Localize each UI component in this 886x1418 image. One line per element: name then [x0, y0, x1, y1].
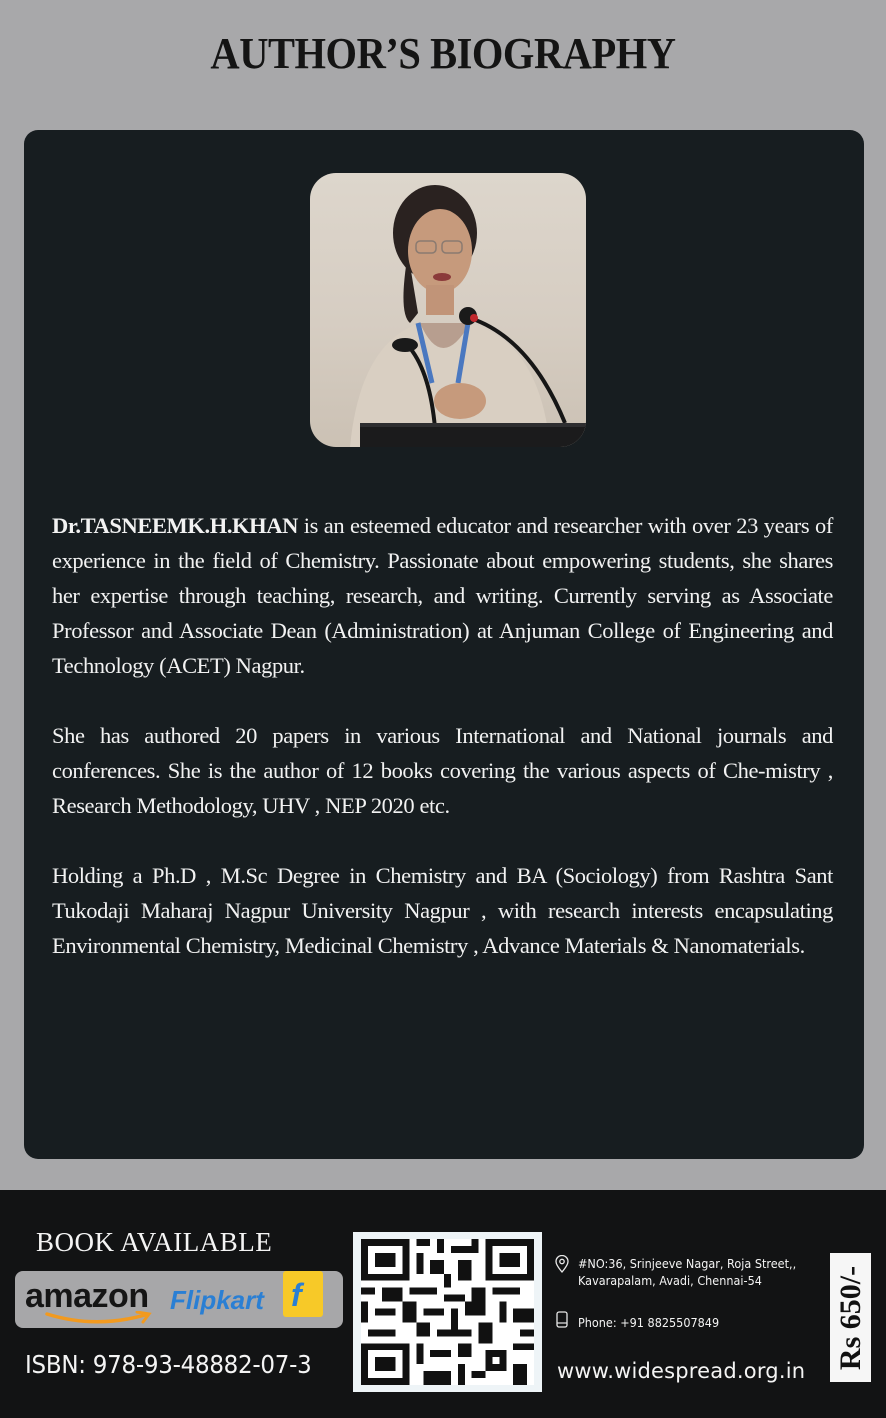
bio-paragraph-3: Holding a Ph.D , M.Sc Degree in Chemistry and BA (Sociology) from Rashtra Sant Tukodaji Maharaj Nagpur University Nagpur , with research interests encapsulating Environmental Chemistry, Medicinal Chemistry , Advance Materials & Nanomaterials. — [52, 863, 833, 958]
flipkart-bag-icon: f — [283, 1271, 323, 1317]
book-available-label: BOOK AVAILABLE — [36, 1227, 273, 1257]
page-title: AUTHOR’S BIOGRAPHY — [210, 29, 676, 78]
publisher-address: #NO:36, Srinjeeve Nagar, Roja Street,, Kavarapalam, Avadi, Chennai-54 — [578, 1256, 797, 1288]
publisher-website-link[interactable]: www.widespread.org.in — [557, 1359, 806, 1383]
location-pin-icon — [555, 1255, 569, 1273]
qr-code-icon — [361, 1239, 534, 1385]
author-name: Dr.TASNEEMK.H.KHAN — [52, 513, 298, 538]
flipkart-logo[interactable]: Flipkart — [170, 1285, 264, 1315]
qr-code[interactable] — [353, 1232, 542, 1392]
amazon-logo[interactable]: amazon — [25, 1277, 149, 1315]
publisher-phone: Phone: +91 8825507849 — [578, 1315, 720, 1330]
price-tag: Rs 650/- — [830, 1253, 871, 1382]
bio-paragraph-2: She has authored 20 papers in various International and National journals and conferences. She is the author of 12 books covering the various aspects of Che-mistry , Research Methodology, UHV , NEP 2020 etc. — [52, 723, 833, 818]
bio-paragraph-1: Dr.TASNEEMK.H.KHAN is an esteemed educator and researcher with over 23 years of experience in the field of Chemistry. Passionate about empowering students, she shares her expertise through teaching, research, and writing. Currently serving as Associate Professor and Associate Dean (Administration) at Anjuman College of Engineering and Technology (ACET) Nagpur. — [52, 513, 833, 678]
store-logos — [15, 1271, 343, 1328]
isbn-number: ISBN: 978-93-48882-07-3 — [25, 1350, 312, 1379]
biography-text — [52, 508, 833, 998]
author-portrait-image — [310, 173, 586, 447]
phone-icon — [556, 1311, 568, 1328]
author-photo — [310, 173, 586, 447]
amazon-smile-icon — [45, 1311, 155, 1325]
